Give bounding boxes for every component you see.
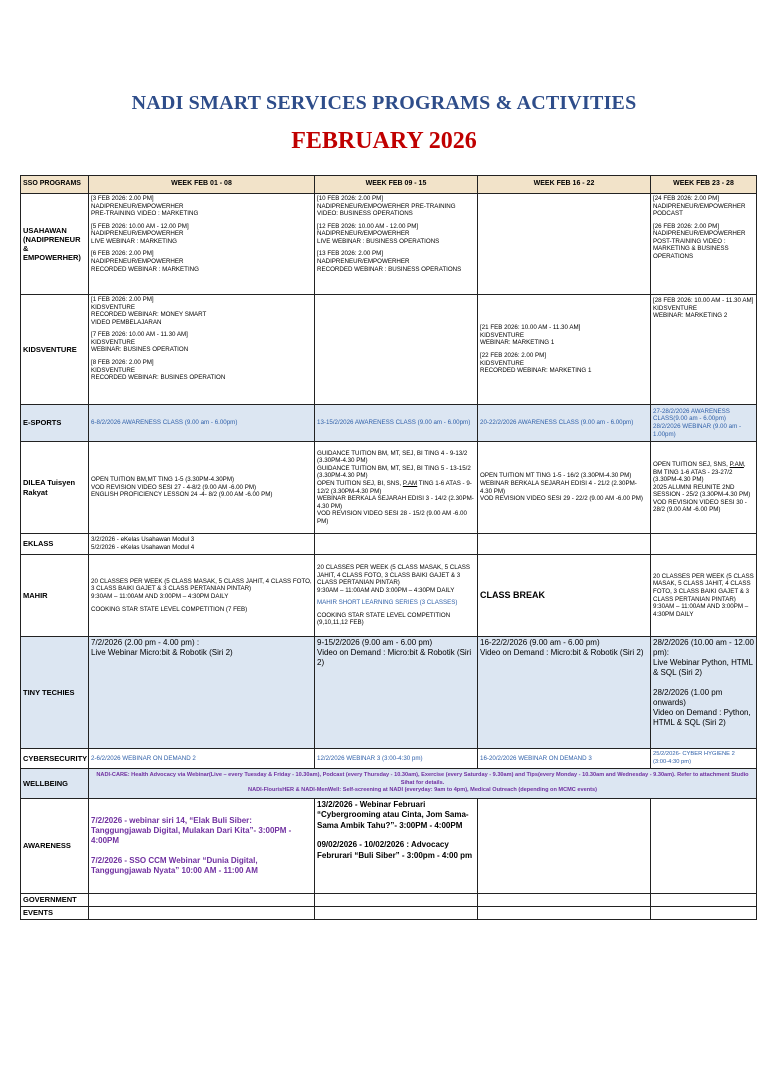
cell-esports-w2: 13-15/2/2026 AWARENESS CLASS (9.00 am - 6.00pm) [315,405,478,442]
row-usahawan [21,194,757,295]
row-eklass [21,534,757,555]
usahawan-w1-item: [6 FEB 2026: 2.00 PM] NADIPRENEUR/EMPOWERHER RECORDED WEBINAR : MARKETING [91,250,199,273]
cell-cyber-w3: 16-20/2/2026 WEBINAR ON DEMAND 3 [478,749,651,769]
cell-kidsventure-w1 [89,295,315,405]
cell-awareness-w4 [651,799,757,894]
cell-wellbeing [89,769,757,799]
label-kidsventure: KIDSVENTURE [21,295,89,405]
mahir-w1-item: 20 CLASSES PER WEEK (5 CLASS MASAK, 5 CLASS JAHIT, 4 CLASS FOTO, 3 CLASS BAIKI GAJET & 3 CLASS PERTANIAN PINTAR) 9:30AM – 11:00AM AND 3:00PM – 4:30PM DAILY [91,577,312,600]
header-week-3: WEEK FEB 16 - 22 [478,176,651,194]
cell-tiny-w2: 9-15/2/2026 (9.00 am - 6.00 pm) Video on Demand : Micro:bit & Robotik (Siri 2) [315,637,478,749]
row-mahir [21,555,757,637]
cell-dilea-w4 [651,442,757,534]
cell-awareness-w3 [478,799,651,894]
row-dilea [21,442,757,534]
row-cybersecurity [21,749,757,769]
header-sso-programs: SSO PROGRAMS [21,176,89,194]
cell-usahawan-w4 [651,194,757,295]
label-cybersecurity: CYBERSECURITY [21,749,89,769]
dilea-w2-pam-link[interactable]: P.AM [402,479,418,487]
header-week-1: WEEK FEB 01 - 08 [89,176,315,194]
dilea-w4-text-a: OPEN TUITION SEJ, SNS, [653,461,730,469]
cell-esports-w1: 6-8/2/2026 AWARENESS CLASS (9.00 am - 6.00pm) [89,405,315,442]
cell-awareness-w2 [315,799,478,894]
cell-events-w3 [478,907,651,920]
cell-dilea-w2 [315,442,478,534]
usahawan-w2-item: [12 FEB 2026: 10.00 AM - 12.00 PM] NADIPRENEUR/EMPOWERHER LIVE WEBINAR : BUSINESS OPERATIONS [317,222,440,245]
cell-esports-w3: 20-22/2/2026 AWARENESS CLASS (9.00 am - 6.00pm) [478,405,651,442]
cell-eklass-w4 [651,534,757,555]
header-row [21,176,757,194]
kidsventure-w3-item: [22 FEB 2026: 2.00 PM] KIDSVENTURE RECORDED WEBINAR: MARKETING 1 [480,352,592,375]
row-awareness [21,799,757,894]
mahir-w1-item: COOKING STAR STATE LEVEL COMPETITION (7 FEB) [91,605,248,613]
cell-dilea-w1: OPEN TUITION BM,MT TING 1-5 (3.30PM-4.30PM) VOD REVISION VIDEO SESI 27 - 4-8/2 (9.00 AM -6.00 PM) ENGLISH PROFICIENCY LESSON 24 -4- 8/2 (9.00 AM -6.00 PM) [89,442,315,534]
usahawan-w1-item: [3 FEB 2026: 2.00 PM] NADIPRENEUR/EMPOWERHER PRE-TRAINING VIDEO : MARKETING [91,195,199,218]
page-subtitle: FEBRUARY 2026 [291,128,477,154]
cell-events-w2 [315,907,478,920]
wellbeing-flourisher-menwell: NADI-FlourisHER & NADI-MenWell: Self-screening at NADI (everyday: 9am to 4pm), Medical Outreach (depending on MCMC events) [248,787,597,794]
page-title: NADI SMART SERVICES PROGRAMS & ACTIVITIES [131,92,637,114]
cell-events-w4 [651,907,757,920]
label-usahawan: USAHAWAN (NADIPRENEUR & EMPOWERHER) [21,194,89,295]
mahir-w2-series: MAHIR SHORT LEARNING SERIES (3 CLASSES) [317,599,458,607]
cell-government-w1 [89,894,315,907]
usahawan-w2-item: [13 FEB 2026: 2.00 PM] NADIPRENEUR/EMPOWERHER RECORDED WEBINAR : BUSINESS OPERATIONS [317,250,462,273]
programs-table [20,175,757,920]
cell-eklass-w3 [478,534,651,555]
usahawan-w1-item: [5 FEB 2026: 10.00 AM - 12.00 PM] NADIPRENEUR/EMPOWERHER LIVE WEBINAR : MARKETING [91,222,189,245]
cell-tiny-w3: 16-22/2/2026 (9.00 am - 6.00 pm) Video on Demand : Micro:bit & Robotik (Siri 2) [478,637,651,749]
label-government: GOVERNMENT [21,894,89,907]
label-mahir: MAHIR [21,555,89,637]
row-kidsventure [21,295,757,405]
dilea-w2-text-a: GUIDANCE TUITION BM, MT, SEJ, BI TING 4 - 9-13/2 (3.30PM-4.30 PM) GUIDANCE TUITION BM, MT, SEJ, BI TING 5 - 13-15/2 (3.30PM-4.30 PM) OPEN TUITION SEJ, BI, SNS, [317,449,471,487]
usahawan-w4-item: [24 FEB 2026: 2.00 PM] NADIPRENEUR/EMPOWERHER PODCAST [653,195,746,218]
kidsventure-w1-item: [1 FEB 2026: 2.00 PM] KIDSVENTURE RECORDED WEBINAR: MONEY SMART VIDEO PEMBELAJARAN [91,296,207,326]
cell-cyber-w1: 2-6/2/2026 WEBINAR ON DEMAND 2 [89,749,315,769]
cell-government-w4 [651,894,757,907]
row-tiny-techies [21,637,757,749]
header-week-2: WEEK FEB 09 - 15 [315,176,478,194]
mahir-w2-competition: COOKING STAR STATE LEVEL COMPETITION (9,10,11,12 FEB) [317,611,451,627]
dilea-w4-text-b: , BM TING 1-6 ATAS - 23-27/2 (3.30PM-4.30 PM) 2025 ALUMNI REUNITE 2ND SESSION - 25/2 (3.30PM-4.30 PM) VOD REVISION VIDEO SESI 30 - 28/2 (9.00 AM -6.00 PM) [653,461,751,514]
label-dilea: DILEA Tuisyen Rakyat [21,442,89,534]
cell-mahir-w2 [315,555,478,637]
cell-kidsventure-w2 [315,295,478,405]
cell-mahir-w4: 20 CLASSES PER WEEK (5 CLASS MASAK, 5 CLASS JAHIT, 4 CLASS FOTO, 3 CLASS BAIKI GAJET & 3 CLASS PERTANIAN PINTAR) 9:30AM – 11:00AM AND 3:00PM – 4:30PM DAILY [651,555,757,637]
awareness-w2-item: 13/2/2026 - Webinar Februari “Cybergrooming atau Cinta, Jom Sama-Sama Ambik Tahu?”- 3:00PM - 4:00PM [317,800,469,830]
kidsventure-w1-item: [8 FEB 2026: 2.00 PM] KIDSVENTURE RECORDED WEBINAR: BUSINES OPERATION [91,358,226,382]
cell-tiny-w1: 7/2/2026 (2.00 pm - 4.00 pm) : Live Webinar Micro:bit & Robotik (Siri 2) [89,637,315,749]
cell-dilea-w3: OPEN TUITION MT TING 1-5 - 16/2 (3.30PM-4.30 PM) WEBINAR BERKALA SEJARAH EDISI 4 - 21/2 (2.30PM-4.30 PM) VOD REVISION VIDEO SESI 29 - 22/2 (9.00 AM -6.00 PM) [478,442,651,534]
header-week-4: WEEK FEB 23 - 28 [651,176,757,194]
awareness-w1-item: 7/2/2026 - webinar siri 14, “Elak Buli Siber: Tanggungjawab Digital, Mulakan Dari Kita”- 3:00PM - 4:00PM [91,815,292,846]
label-wellbeing: WELLBEING [21,769,89,799]
awareness-w1-item: 7/2/2026 - SSO CCM Webinar “Dunia Digital, Tanggungjawab Nyata” 10:00 AM - 11:00 AM [91,855,258,876]
usahawan-w2-item: [10 FEB 2026: 2.00 PM] NADIPRENEUR/EMPOWERHER PRE-TRAINING VIDEO: BUSINESS OPERATIONS [317,195,456,218]
cell-eklass-w2 [315,534,478,555]
cell-eklass-w1: 3/2/2026 - eKelas Usahawan Modul 3 5/2/2026 - eKelas Usahawan Modul 4 [89,534,315,555]
cell-usahawan-w3 [478,194,651,295]
kidsventure-w1-item: [7 FEB 2026: 10.00 AM - 11.30 AM] KIDSVENTURE WEBINAR: BUSINES OPERATION [91,331,189,354]
cell-cyber-w2: 12/2/2026 WEBINAR 3 (3:00-4:30 pm) [315,749,478,769]
label-eklass: EKLASS [21,534,89,555]
cell-government-w3 [478,894,651,907]
label-events: EVENTS [21,907,89,920]
tiny-w4-item: 28/2/2026 (10.00 am - 12.00 pm): Live Webinar Python, HTML & SQL (Siri 2) [653,638,754,677]
kidsventure-w4-item: [28 FEB 2026: 10.00 AM - 11.30 AM] KIDSVENTURE WEBINAR: MARKETING 2 [653,297,754,320]
label-esports: E-SPORTS [21,405,89,442]
row-events [21,907,757,920]
label-tiny-techies: TINY TECHIES [21,637,89,749]
cell-esports-w4: 27-28/2/2026 AWARENESS CLASS(9.00 am - 6.00pm) 28/2/2026 WEBINAR (9.00 am - 1.00pm) [651,405,757,442]
cell-kidsventure-w4 [651,295,757,405]
dilea-w2-text-b: TING 1-6 ATAS - 9-12/2 (3.30PM-4.30 PM) WEBINAR BERKALA SEJARAH EDISI 3 - 14/2 (2.30PM-4.30 PM) VOD REVISION VIDEO SESI 28 - 15/2 (9.00 AM -6.00 PM) [317,479,474,525]
kidsventure-w3-item: [21 FEB 2026: 10.00 AM - 11.30 AM] KIDSVENTURE WEBINAR: MARKETING 1 [480,324,581,347]
cell-awareness-w1 [89,799,315,894]
cell-usahawan-w1 [89,194,315,295]
row-esports [21,405,757,442]
cell-events-w1 [89,907,315,920]
cell-government-w2 [315,894,478,907]
cell-kidsventure-w3 [478,295,651,405]
row-wellbeing [21,769,757,799]
tiny-w4-item: 28/2/2026 (1.00 pm onwards) Video on Demand : Python, HTML & SQL (Siri 2) [653,688,751,727]
cell-usahawan-w2 [315,194,478,295]
usahawan-w4-item: [26 FEB 2026: 2.00 PM] NADIPRENEUR/EMPOWERHER POST-TRAINING VIDEO : MARKETING & BUSINESS OPERATIONS [653,222,746,260]
cell-mahir-w1 [89,555,315,637]
label-awareness: AWARENESS [21,799,89,894]
dilea-w4-pam-link[interactable]: P.AM [729,461,744,469]
row-government [21,894,757,907]
mahir-w2-classes: 20 CLASSES PER WEEK (5 CLASS MASAK, 5 CLASS JAHIT, 4 CLASS FOTO, 3 CLASS BAIKI GAJET & 3 CLASS PERTANIAN PINTAR) 9:30AM – 11:00AM AND 3:00PM – 4:30PM DAILY [317,564,471,594]
wellbeing-nadi-care: NADI-CARE: Health Advocacy via Webinar(Live – every Tuesday & Friday - 10.30am), Podcast (every Thursday - 10.30am), Exercise (every Saturday - 9.30am) and Tips(every Monday - 10.30am and Wednesday - 9.30am). Refer to attachment Studio Sihat for details. [96,772,749,786]
cell-mahir-w3: CLASS BREAK [478,555,651,637]
cell-tiny-w4 [651,637,757,749]
cell-cyber-w4: 25/2/2026- CYBER HYGIENE 2 (3:00-4:30 pm) [651,749,757,769]
awareness-w2-item: 09/02/2026 - 10/02/2026 : Advocacy Februrari “Buli Siber” - 3:00pm - 4:00 pm [317,840,473,860]
